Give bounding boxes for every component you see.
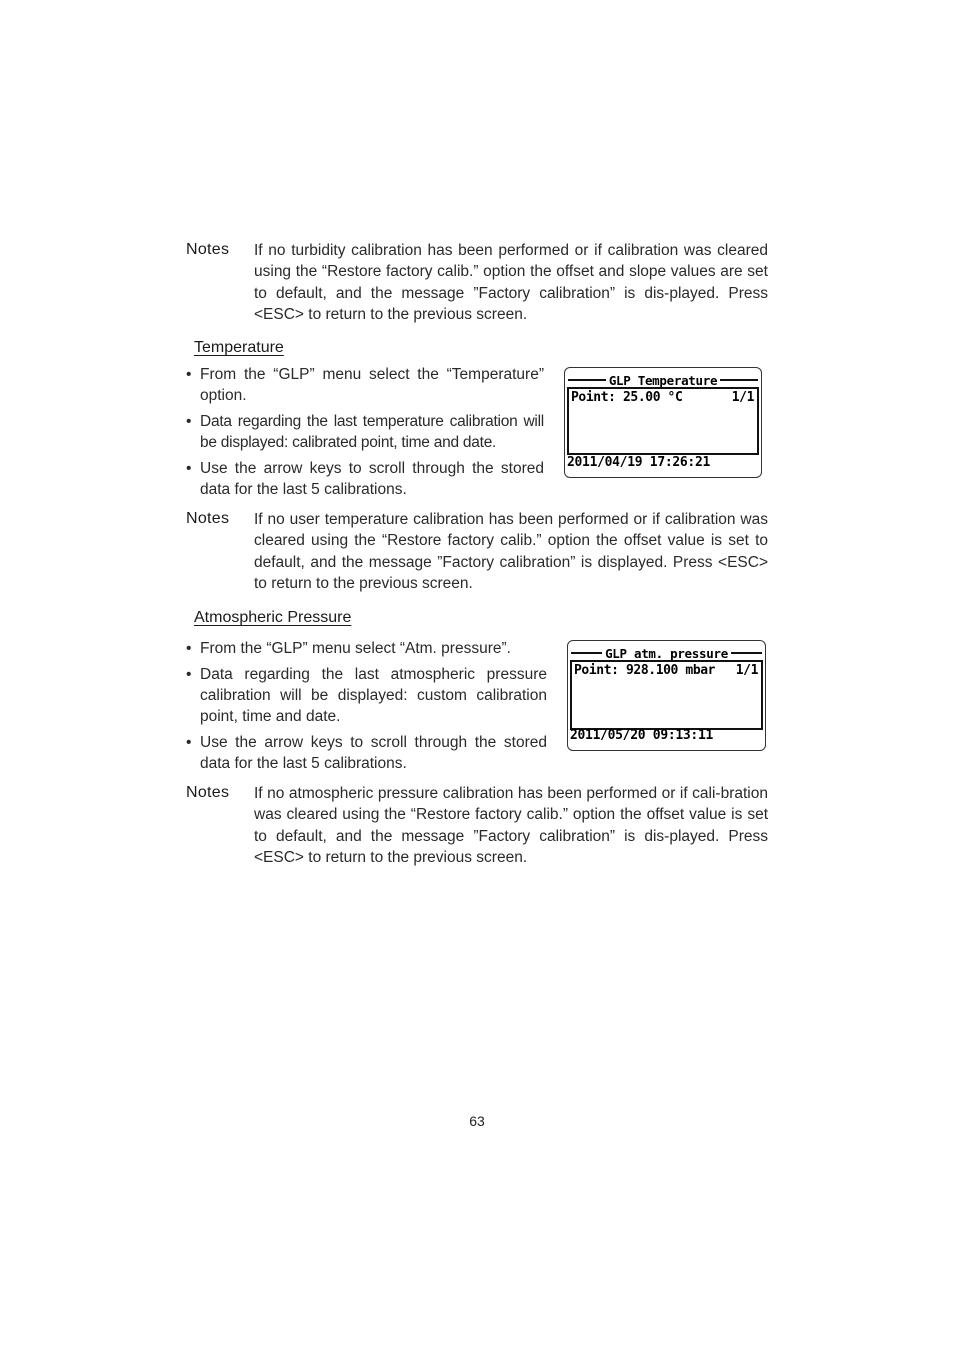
lcd-datetime: 2011/05/20 09:13:11	[570, 728, 714, 743]
lcd-page-indicator: 1/1	[735, 663, 758, 678]
notes-label-turbidity: Notes	[186, 241, 230, 258]
temperature-heading: Temperature	[194, 339, 284, 356]
lcd-title-rule	[731, 652, 762, 654]
temperature-bullet-list	[186, 364, 544, 505]
notes-label-atm-pressure: Notes	[186, 784, 230, 801]
notes-turbidity: If no turbidity calibration has been performed or if calibration was cleared using the “Restore factory calib.” option the offset and slope values are set to default, and the message ”Factory calibration” is dis-played. Press <ESC> to return to the previous screen.	[254, 242, 768, 323]
lcd-datetime: 2011/04/19 17:26:21	[567, 455, 711, 470]
temperature-lcd-screen	[564, 367, 762, 478]
lcd-title: GLP Temperature	[608, 372, 718, 388]
atm-pressure-lcd-screen	[567, 640, 766, 751]
lcd-display-area	[570, 660, 763, 730]
lcd-title-bar	[571, 645, 762, 661]
lcd-point-row	[571, 390, 754, 405]
lcd-title-bar	[568, 372, 758, 388]
list-item: • From the “GLP” menu select the “Temperature” option.	[186, 364, 544, 407]
notes-label-temperature: Notes	[186, 510, 230, 527]
notes-temperature: If no user temperature calibration has been performed or if calibration was cleared using the “Restore factory calib.” option the offset value is set to default, and the message ”Factory calibration” is displayed. Press <ESC> to return to the previous screen.	[254, 511, 768, 592]
atm-pressure-bullet-list	[186, 638, 547, 779]
lcd-title: GLP atm. pressure	[605, 645, 728, 661]
lcd-title-rule	[720, 379, 758, 381]
lcd-page-indicator: 1/1	[731, 390, 754, 405]
lcd-display-area	[567, 387, 759, 455]
list-item: • Data regarding the last temperature calibration will be displayed: calibrated point, time and date.	[186, 411, 544, 454]
list-item: • From the “GLP” menu select “Atm. pressure”.	[186, 638, 547, 659]
notes-atm-pressure: If no atmospheric pressure calibration has been performed or if cali-bration was cleared using the “Restore factory calib.” option the offset value is set to default, and the message ”Factory calibration” is dis-played. Press <ESC> to return to the previous screen.	[254, 785, 768, 866]
lcd-point-value: Point: 928.100 mbar	[574, 663, 716, 678]
lcd-title-rule	[571, 652, 602, 654]
list-item: • Data regarding the last atmospheric pressure calibration will be displayed: custom calibration point, time and date.	[186, 664, 547, 728]
lcd-point-row	[574, 663, 758, 678]
list-item: • Use the arrow keys to scroll through the stored data for the last 5 calibrations.	[186, 458, 544, 501]
page-number: 63	[469, 1113, 485, 1129]
atm-pressure-heading: Atmospheric Pressure	[194, 609, 352, 626]
lcd-point-value: Point: 25.00 °C	[571, 390, 683, 405]
lcd-title-rule	[568, 379, 606, 381]
list-item: • Use the arrow keys to scroll through the stored data for the last 5 calibrations.	[186, 732, 547, 775]
